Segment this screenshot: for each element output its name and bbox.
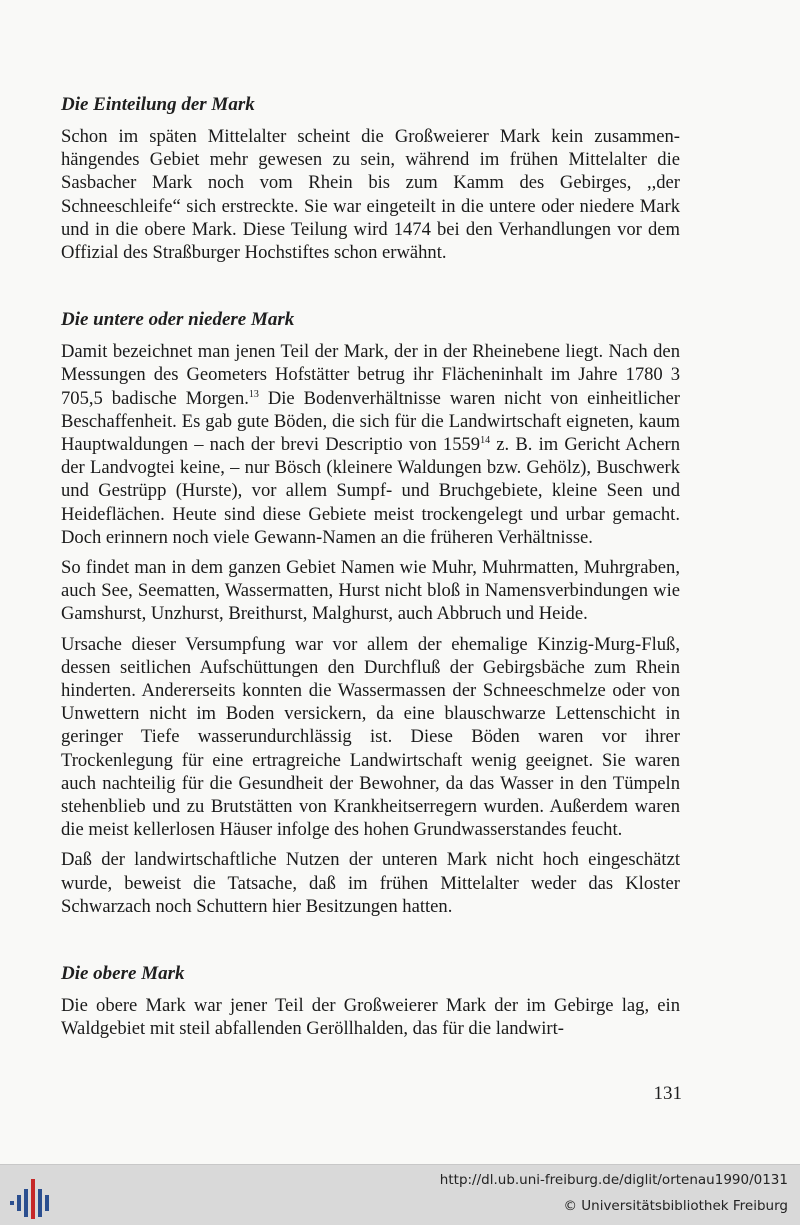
paragraph-untere-mark-3: Ursache dieser Versumpfung war vor allem der ehemalige Kinzig-Murg-Fluß, dessen seitlichen Aufschüttungen den Durchfluß der Gebirgsbäche zum Rhein hinderten. Andererseits konnten die Wassermassen der Schneeschmelze oder von Unwettern nicht im Boden versickern, da eine blauschwarze Lettenschicht in geringer Tiefe wasserundurchlässig ist. Diese Böden waren vor ihrer Trockenlegung für eine ertragreiche Landwirtschaft wenig geeignet. Sie waren auch nachteilig für die Gesundheit der Bewohner, da das Wasser in den Tümpeln stehenblieb und zu Brutstätten von Krankheitserregern wurden. Außerdem waren die meist kellerlosen Häuser infolge des hohen Grundwasserstandes feucht.: [61, 633, 680, 841]
paragraph-text: Die Bodenverhältnisse waren nicht von einheitlicher Beschaffenheit. Es gab gute Böden, die sich für die Landwirtschaft eigneten, kaum Hauptwaldungen – nach der brevi Descriptio von 1559: [61, 387, 680, 456]
section-spacer: [61, 271, 680, 308]
footnote-ref-13: 13: [248, 388, 259, 400]
paragraph-untere-mark-1: [61, 340, 680, 549]
paragraph-text: Damit bezeichnet man jenen Teil der Mark, der in der Rheinebene liegt. Nach den Messungen des Geometers Hofstätter betrug ihr Flächeninhalt im Jahre 1780 3 705,5 badische Morgen.: [61, 341, 680, 409]
paragraph-einteilung: Schon im späten Mittelalter scheint die Großweierer Mark kein zusammenhängendes Gebiet mehr gewesen zu sein, während im frühen Mittelalter die Sasbacher Mark noch vom Rhein bis zum Kamm des Gebirges, ,,der Schneeschleife“ sich erstreckte. Sie war eingeteilt in die untere oder niedere Mark und in die obere Mark. Diese Teilung wird 1474 bei den Verhandlungen vor dem Offizial des Straßburger Hochstiftes schon erwähnt.: [61, 126, 680, 264]
page-text: [61, 93, 680, 1048]
section-heading-obere-mark: Die obere Mark: [61, 963, 185, 985]
section-spacer: [61, 925, 680, 962]
paragraph-untere-mark-4: Daß der landwirtschaftliche Nutzen der unteren Mark nicht hoch eingeschätzt wurde, beweist die Tatsache, daß im frühen Mittelalter weder das Kloster Schwarzach noch Schuttern hier Besitzungen hatten.: [61, 849, 680, 917]
section-heading-untere-mark: Die untere oder niedere Mark: [61, 309, 295, 331]
ub-freiburg-logo-icon: [10, 1179, 54, 1219]
paragraph-text: z. B. im Gericht Achern der Landvogtei keine, – nur Bösch (kleinere Waldungen bzw. Gehölz), Buschwerk und Gestrüpp (Hurste), vor allem Sumpf- und Bruchgebiete, kleine Seen und Heideflächen. Heute sind diese Gebiete meist trockengelegt und urbar gemacht. Doch erinnern noch viele Gewann-Namen an die früheren Verhältnisse.: [61, 434, 680, 548]
footer-bar: [0, 1164, 800, 1225]
page-number: 131: [653, 1083, 682, 1104]
footnote-ref-14: 14: [480, 435, 491, 447]
paragraph-obere-mark: Die obere Mark war jener Teil der Großweierer Mark der im Gebirge lag, ein Waldgebiet mit steil abfallenden Geröllhalden, das für die landwirt-: [61, 995, 680, 1040]
footer-copyright: © Universitätsbibliothek Freiburg: [563, 1198, 788, 1214]
section-heading-einteilung: Die Einteilung der Mark: [61, 94, 255, 115]
footer-url-link[interactable]: http://dl.ub.uni-freiburg.de/diglit/ortenau1990/0131: [439, 1172, 788, 1188]
paragraph-untere-mark-2: So findet man in dem ganzen Gebiet Namen wie Muhr, Muhrmatten, Muhrgraben, auch See, Seematten, Wassermatten, Hurst nicht bloß in Namensverbindungen wie Gamshurst, Unzhurst, Breithurst, Malghurst, auch Abbruch und Heide.: [61, 557, 680, 625]
